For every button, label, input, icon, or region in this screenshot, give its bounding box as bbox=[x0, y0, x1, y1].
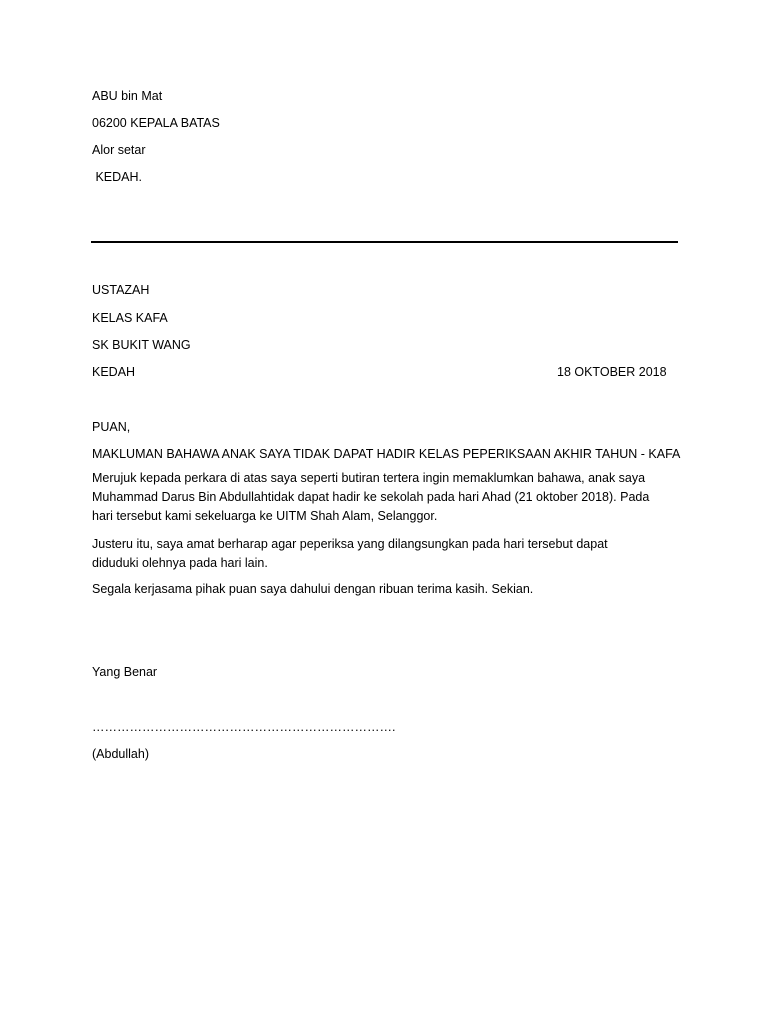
recipient-school: SK BUKIT WANG bbox=[92, 338, 191, 352]
salutation: PUAN, bbox=[92, 420, 131, 434]
sender-state: KEDAH. bbox=[92, 170, 143, 184]
letter-date: 18 OKTOBER 2018 bbox=[557, 365, 667, 379]
divider-line bbox=[91, 241, 678, 243]
paragraph-3: Segala kerjasama pihak puan saya dahului dengan ribuan terima kasih. Sekian. bbox=[92, 582, 534, 596]
paragraph-1-line-2: Muhammad Darus Bin Abdullahtidak dapat hadir ke sekolah pada hari Ahad (21 oktober 2018). Pada bbox=[92, 490, 650, 504]
paragraph-2-line-2: diduduki olehnya pada hari lain. bbox=[92, 556, 268, 570]
sender-name: ABU bin Mat bbox=[92, 89, 163, 103]
signature-line: ………………………………………………………………. bbox=[92, 720, 396, 734]
paragraph-2-line-1: Justeru itu, saya amat berharap agar peperiksa yang dilangsungkan pada hari tersebut dapat bbox=[92, 537, 608, 551]
recipient-class: KELAS KAFA bbox=[92, 311, 168, 325]
sender-address-line2: Alor setar bbox=[92, 143, 146, 157]
recipient-title: USTAZAH bbox=[92, 283, 150, 297]
sign-off: Yang Benar bbox=[92, 665, 158, 679]
signer-name: (Abdullah) bbox=[92, 747, 149, 761]
recipient-state: KEDAH bbox=[92, 365, 136, 379]
sender-address-line1: 06200 KEPALA BATAS bbox=[92, 116, 220, 130]
subject-line: MAKLUMAN BAHAWA ANAK SAYA TIDAK DAPAT HADIR KELAS PEPERIKSAAN AKHIR TAHUN - KAFA bbox=[92, 447, 681, 461]
paragraph-1-line-3: hari tersebut kami sekeluarga ke UITM Shah Alam, Selanggor. bbox=[92, 509, 438, 523]
paragraph-1-line-1: Merujuk kepada perkara di atas saya seperti butiran tertera ingin memaklumkan bahawa, anak saya bbox=[92, 471, 646, 485]
